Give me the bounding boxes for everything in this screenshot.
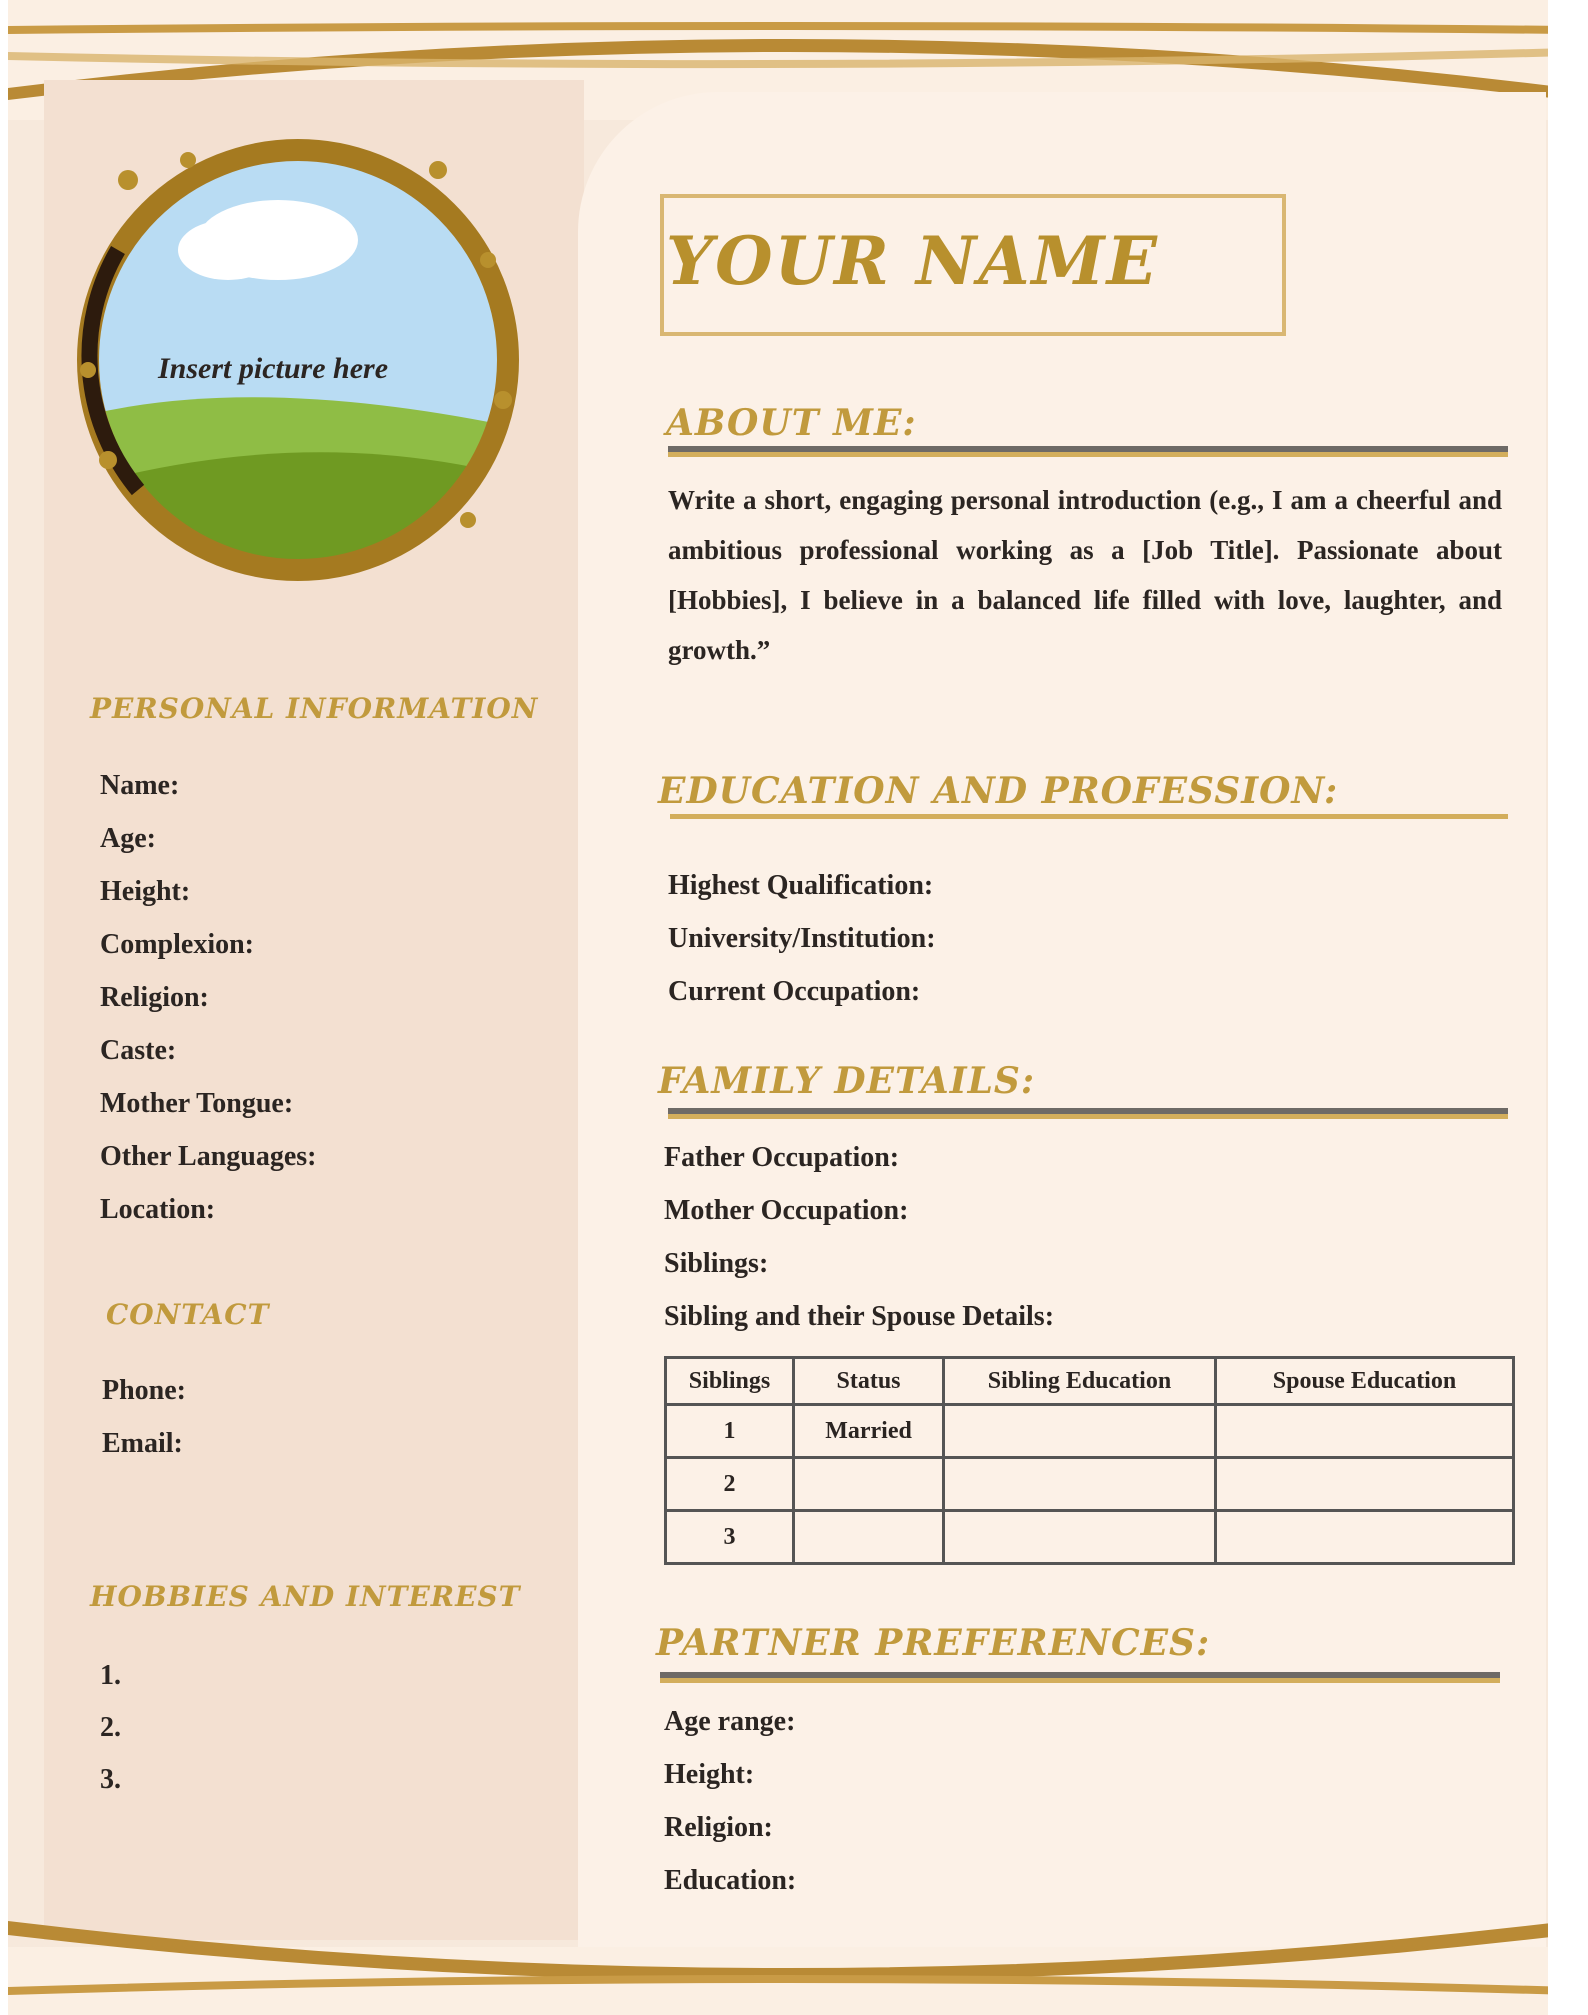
table-cell[interactable]: Married — [794, 1405, 944, 1458]
education-field-qualification: Highest Qualification: — [668, 870, 934, 901]
hobby-item-3: 3. — [100, 1764, 121, 1795]
resume-page — [8, 0, 1568, 2015]
table-header-spouse-education: Spouse Education — [1216, 1358, 1514, 1405]
table-cell[interactable]: 1 — [666, 1405, 794, 1458]
partner-heading: PARTNER PREFERENCES: — [656, 1622, 1211, 1664]
table-cell[interactable]: 3 — [666, 1511, 794, 1564]
education-field-occupation: Current Occupation: — [668, 976, 921, 1007]
family-heading: FAMILY DETAILS: — [658, 1060, 1036, 1102]
personal-field-age: Age: — [100, 823, 156, 854]
family-field-mother: Mother Occupation: — [664, 1195, 909, 1226]
table-cell[interactable] — [944, 1458, 1216, 1511]
hobbies-heading: HOBBIES AND INTEREST — [90, 1580, 521, 1613]
bottom-gold-bands — [8, 1895, 1568, 2015]
table-row — [666, 1511, 1514, 1564]
table-header-siblings: Siblings — [666, 1358, 794, 1405]
table-cell[interactable] — [944, 1405, 1216, 1458]
table-cell[interactable] — [944, 1511, 1216, 1564]
personal-field-complexion: Complexion: — [100, 929, 254, 960]
table-cell[interactable] — [1216, 1458, 1514, 1511]
about-text: Write a short, engaging personal introduction (e.g., I am a cheerful and ambitious professional working as a [Job Title]. Passionate about [Hobbies], I believe in a balanced life filled with love, laughter, and growth.” — [668, 485, 1502, 665]
table-header-status: Status — [794, 1358, 944, 1405]
personal-field-religion: Religion: — [100, 982, 209, 1013]
hobby-item-2: 2. — [100, 1712, 121, 1743]
table-cell[interactable]: 2 — [666, 1458, 794, 1511]
personal-information-heading: PERSONAL INFORMATION — [90, 692, 539, 725]
partner-field-religion: Religion: — [664, 1812, 773, 1843]
hobby-item-1: 1. — [100, 1660, 121, 1691]
table-row — [666, 1405, 1514, 1458]
about-heading: ABOUT ME: — [666, 402, 917, 444]
table-cell[interactable] — [1216, 1511, 1514, 1564]
family-field-sibling-details: Sibling and their Spouse Details: — [664, 1301, 1055, 1332]
table-cell[interactable] — [794, 1511, 944, 1564]
personal-field-location: Location: — [100, 1194, 216, 1225]
partner-field-height: Height: — [664, 1759, 755, 1790]
family-field-father: Father Occupation: — [664, 1142, 900, 1173]
table-header-row — [666, 1358, 1514, 1405]
siblings-table — [664, 1356, 1515, 1565]
personal-field-other-languages: Other Languages: — [100, 1141, 317, 1172]
table-cell[interactable] — [1216, 1405, 1514, 1458]
name-title[interactable]: YOUR NAME — [666, 222, 1159, 300]
contact-field-phone: Phone: — [102, 1375, 186, 1406]
table-cell[interactable] — [794, 1458, 944, 1511]
personal-field-height: Height: — [100, 876, 191, 907]
partner-field-age-range: Age range: — [664, 1706, 796, 1737]
education-heading: EDUCATION AND PROFESSION: — [658, 770, 1339, 812]
personal-field-name: Name: — [100, 770, 180, 801]
family-field-siblings: Siblings: — [664, 1248, 769, 1279]
contact-heading: CONTACT — [106, 1298, 270, 1331]
photo-placeholder-text: Insert picture here — [158, 352, 389, 385]
personal-field-mother-tongue: Mother Tongue: — [100, 1088, 294, 1119]
education-field-university: University/Institution: — [668, 923, 936, 954]
table-row — [666, 1458, 1514, 1511]
contact-field-email: Email: — [102, 1428, 183, 1459]
partner-field-education: Education: — [664, 1865, 797, 1896]
page-edge — [1548, 0, 1568, 2015]
personal-field-caste: Caste: — [100, 1035, 177, 1066]
table-header-sibling-education: Sibling Education — [944, 1358, 1216, 1405]
